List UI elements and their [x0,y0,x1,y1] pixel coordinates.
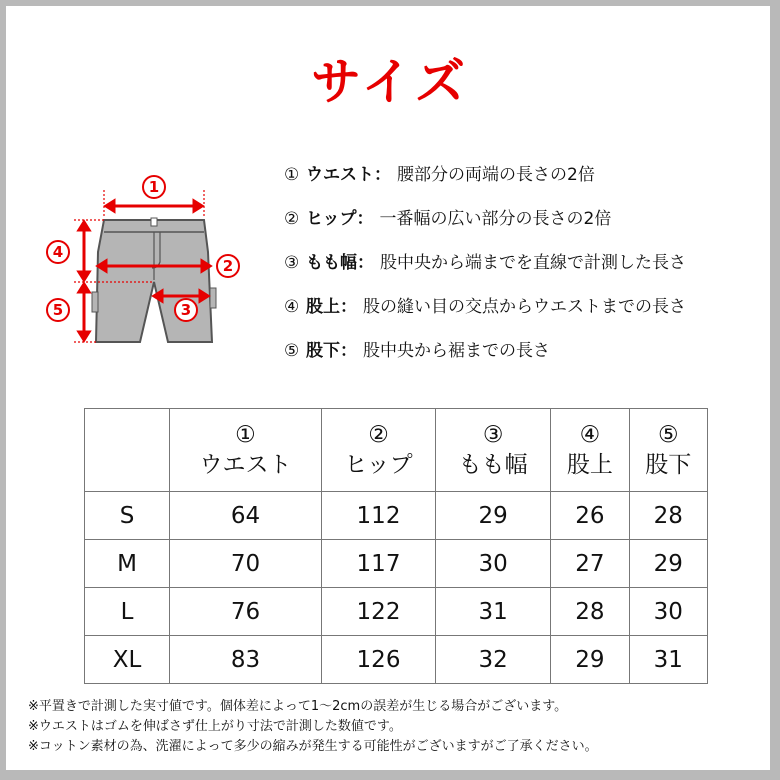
size-label: XL [85,636,170,684]
table-cell: 76 [170,588,322,636]
table-cell: 31 [436,588,551,636]
table-corner-cell [85,409,170,492]
table-cell: 28 [629,492,707,540]
size-label: M [85,540,170,588]
marker-1: 1 [148,178,160,196]
shorts-illustration [40,170,250,360]
column-header-waist: ① ウエスト [170,409,322,492]
legend-label: 股上： [306,297,357,317]
table-cell: 64 [170,492,322,540]
table-cell: 117 [321,540,435,588]
table-cell: 26 [551,492,629,540]
column-header-rise: ④ 股上 [551,409,629,492]
footnote: ※平置きで計測した実寸値です。個体差によって1〜2cmの誤差が生じる場合がございます。 [28,699,568,714]
legend-number: ② [284,209,300,229]
table-header-row [85,409,708,492]
legend-number: ④ [284,297,300,317]
size-label: S [85,492,170,540]
legend-label: もも幅： [306,253,374,273]
table-cell: 83 [170,636,322,684]
legend-label: ヒップ： [306,209,374,229]
footnote: ※ウエストはゴムを伸ばさず仕上がり寸法で計測した数値です。 [28,719,402,734]
table-row [85,540,708,588]
table-cell: 30 [629,588,707,636]
table-cell: 70 [170,540,322,588]
marker-2: 2 [222,257,234,275]
legend-number: ③ [284,253,300,273]
column-header-inseam: ⑤ 股下 [629,409,707,492]
legend-label: ウエスト： [306,165,391,185]
table-cell: 112 [321,492,435,540]
page-title: サイズ [311,53,469,111]
legend-item-thigh [284,246,754,290]
table-cell: 32 [436,636,551,684]
table-row [85,588,708,636]
table-cell: 29 [436,492,551,540]
column-header-hip: ② ヒップ [321,409,435,492]
footnote: ※コットン素材の為、洗濯によって多少の縮みが発生する可能性がございますがご了承ください。 [28,739,598,754]
table-row [85,636,708,684]
table-cell: 122 [321,588,435,636]
legend-item-waist [284,158,754,202]
legend-number: ① [284,165,300,185]
legend-item-rise [284,290,754,334]
table-cell: 27 [551,540,629,588]
legend-description: 股中央から端までを直線で計測した長さ [380,253,686,273]
marker-3: 3 [180,301,192,319]
legend-item-inseam [284,334,754,378]
shorts-diagram [40,170,250,360]
table-cell: 29 [551,636,629,684]
table-cell: 30 [436,540,551,588]
footnotes [28,697,768,757]
legend-item-hip [284,202,754,246]
measurement-legend [284,158,754,378]
table-cell: 31 [629,636,707,684]
column-header-thigh: ③ もも幅 [436,409,551,492]
legend-description: 股中央から裾までの長さ [363,341,550,361]
legend-label: 股下： [306,341,357,361]
table-cell: 28 [551,588,629,636]
table-cell: 29 [629,540,707,588]
marker-4: 4 [52,243,64,261]
size-label: L [85,588,170,636]
legend-description: 一番幅の広い部分の長さの2倍 [379,209,612,229]
table-row [85,492,708,540]
legend-number: ⑤ [284,341,300,361]
marker-5: 5 [52,301,64,319]
table-cell: 126 [321,636,435,684]
legend-description: 股の縫い目の交点からウエストまでの長さ [363,297,686,317]
size-table [84,408,708,684]
legend-description: 腰部分の両端の長さの2倍 [397,165,595,185]
